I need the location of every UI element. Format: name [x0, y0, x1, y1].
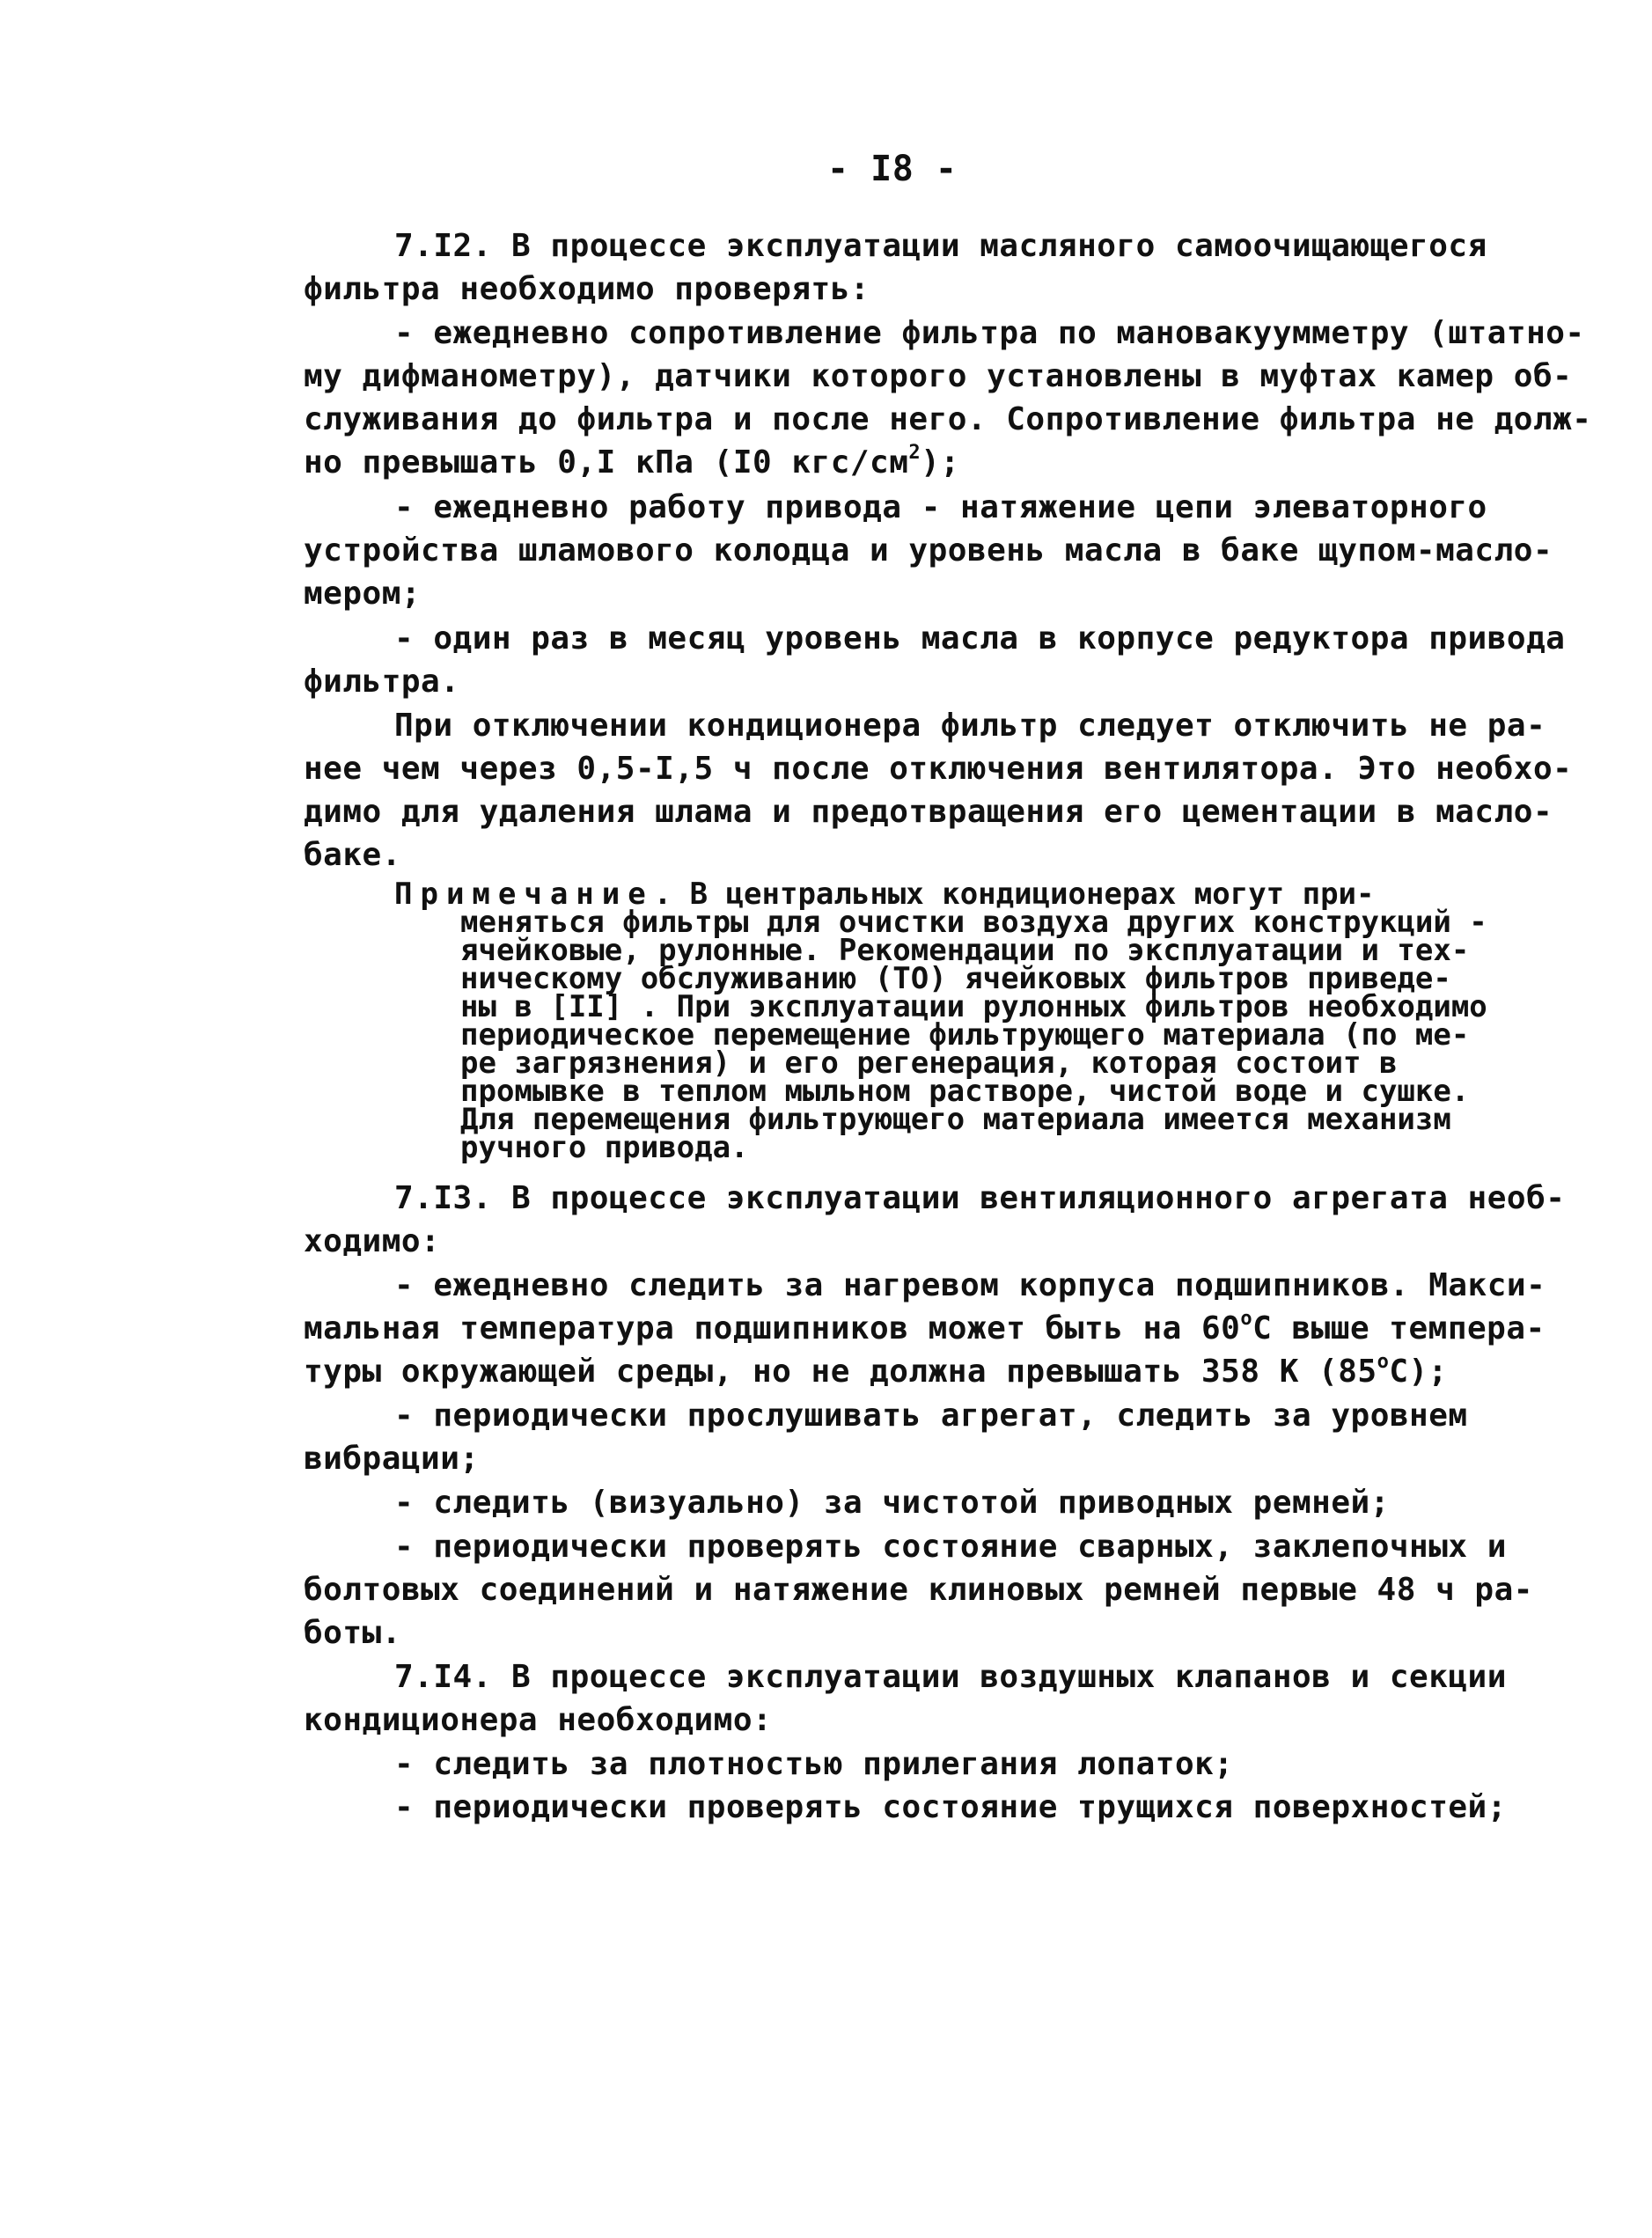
text-line: болтовых соединений и натяжение клиновых ремней первые 48 ч ра- — [304, 1572, 1533, 1608]
text-line: устройства шламового колодца и уровень масла в баке щупом-масло- — [304, 532, 1553, 569]
text-line: - периодически проверять состояние сварных, заклепочных и — [394, 1529, 1507, 1565]
note-line: ническому обслуживанию (ТО) ячейковых фильтров приведе- — [460, 961, 1451, 996]
note-line: ручного привода. — [460, 1130, 749, 1165]
text-line: му дифманометру), датчики которого установлены в муфтах камер об- — [304, 358, 1573, 394]
text-line: - периодически прослушивать агрегат, следить за уровнем — [394, 1398, 1468, 1434]
note-line: ячейковые, рулонные. Рекомендации по эксплуатации и тех- — [460, 933, 1470, 968]
note-line: промывке в теплом мыльном растворе, чистой воде и сушке. — [460, 1074, 1470, 1109]
text-line: мером; — [304, 576, 422, 612]
text-segment: . В центральных кондиционерах могут при- — [653, 877, 1375, 912]
text-line: нее чем через 0,5-I,5 ч после отключения вентилятора. Это необхо- — [304, 751, 1573, 787]
superscript: о — [1377, 1351, 1390, 1373]
text-line: 7.I4. В процессе эксплуатации воздушных клапанов и секции — [394, 1659, 1507, 1695]
text-line: кондиционера необходимо: — [304, 1702, 773, 1738]
text-segment: С); — [1389, 1354, 1448, 1390]
note-line: периодическое перемещение фильтрующего материала (по ме- — [460, 1017, 1470, 1053]
text-line: ходимо: — [304, 1223, 441, 1259]
text-segment: но превышать 0,I кПа (I0 кгс/см — [304, 444, 909, 481]
text-line: служивания до фильтра и после него. Сопротивление фильтра не долж- — [304, 401, 1592, 437]
note-line: Для перемещения фильтрующего материала имеется механизм — [460, 1102, 1451, 1137]
text-line: - периодически проверять состояние трущихся поверхностей; — [394, 1789, 1507, 1825]
superscript: о — [1240, 1308, 1253, 1330]
text-line — [304, 1310, 1546, 1348]
text-segment: С выше темпера- — [1252, 1310, 1546, 1346]
text-line: - ежедневно сопротивление фильтра по мановакуумметру (штатно- — [394, 315, 1585, 351]
text-line: - один раз в месяц уровень масла в корпусе редуктора привода — [394, 620, 1566, 657]
text-line: баке. — [304, 837, 401, 873]
text-segment: мальная температура подшипников может быть на 60 — [304, 1310, 1241, 1346]
text-line — [304, 1353, 1448, 1391]
page-number: - I8 - — [827, 149, 958, 189]
text-line: фильтра необходимо проверять: — [304, 271, 870, 307]
text-line: - следить за плотностью прилегания лопаток; — [394, 1746, 1234, 1782]
text-segment: туры окружающей среды, но не должна превышать 358 К (85 — [304, 1354, 1377, 1390]
note-heading: Примечание — [394, 877, 654, 912]
text-line: При отключении кондиционера фильтр следует отключить не ра- — [394, 708, 1546, 744]
text-line: 7.I2. В процессе эксплуатации масляного самоочищающегося — [394, 228, 1487, 264]
superscript: 2 — [908, 442, 921, 464]
text-line — [304, 444, 960, 482]
text-line: - ежедневно следить за нагревом корпуса подшипников. Макси- — [394, 1267, 1546, 1303]
note-line: ре загрязнения) и его регенерация, которая состоит в — [460, 1046, 1398, 1081]
text-line: боты. — [304, 1615, 401, 1651]
text-segment: ); — [921, 444, 960, 481]
text-line: - следить (визуально) за чистотой приводных ремней; — [394, 1485, 1390, 1521]
note-line: ны в [II] . При эксплуатации рулонных фильтров необходимо — [460, 989, 1487, 1024]
text-line: вибрации; — [304, 1441, 480, 1477]
text-line: фильтра. — [304, 664, 460, 700]
text-line: - ежедневно работу привода - натяжение цепи элеваторного — [394, 489, 1487, 525]
note-line: меняться фильтры для очистки воздуха других конструкций - — [460, 905, 1487, 940]
text-line: димо для удаления шлама и предотвращения его цементации в масло- — [304, 794, 1553, 830]
text-line: 7.I3. В процессе эксплуатации вентиляционного агрегата необ- — [394, 1180, 1566, 1216]
